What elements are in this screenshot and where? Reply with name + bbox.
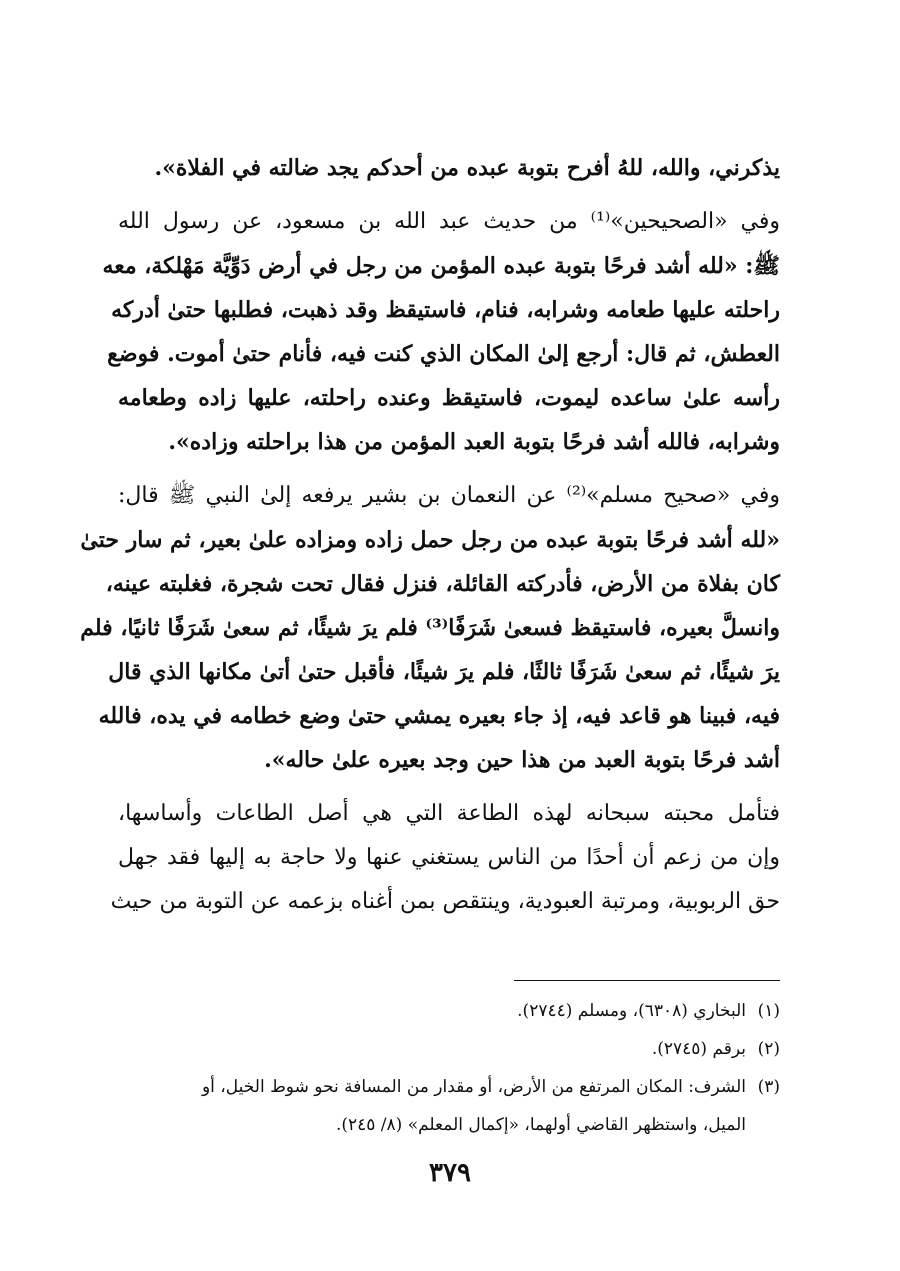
footnote-divider — [514, 980, 780, 981]
footnote-number: (٢) — [757, 1039, 780, 1059]
footnotes — [118, 992, 780, 1144]
paragraph-1 — [118, 146, 780, 190]
text-line: يذكرني، والله، للهُ أفرح بتوبة عبده من أحدكم يجد ضالته في الفلاة». — [154, 155, 780, 181]
paragraph-3 — [80, 474, 781, 782]
text-line: وشرابه، فالله أشد فرحًا بتوبة العبد المؤمن من هذا براحلته وزاده». — [168, 429, 780, 455]
footnote-text: برقم (٢٧٤٥). — [651, 1039, 746, 1059]
text-line: أشد فرحًا بتوبة العبد من هذا حين وجد بعيره علىٰ حاله». — [264, 747, 780, 773]
text-line: فيه، فبينا هو قاعد فيه، إذ جاء بعيره يمشي حتىٰ وضع خطامه في يده، فالله — [98, 703, 780, 729]
footnote-2 — [118, 1030, 780, 1068]
footnote-text: البخاري (٦٣٠٨)، ومسلم (٢٧٤٤). — [517, 1001, 746, 1021]
text-line: راحلته عليها طعامه وشرابه، فنام، فاستيقظ وقد ذهبت، فطلبها حتىٰ أدركه — [111, 297, 780, 323]
footnote-3-continuation: الميل، واستظهر القاضي أولهما، «إكمال المعلم» (٨/ ٢٤٥). — [335, 1115, 746, 1135]
text-line: وإن من زعم أن أحدًا من الناس يستغني عنها ولا حاجة به إليها فقد جهل — [118, 845, 780, 870]
text-line: رأسه علىٰ ساعده ليموت، فاستيقظ وعنده راحلته، عليها زاده وطعامه — [118, 385, 780, 411]
text-line: فتأمل محبته سبحانه لهذه الطاعة التي هي أصل الطاعات وأساسها، — [118, 801, 781, 826]
footnote-3 — [118, 1068, 780, 1106]
paragraph-2 — [102, 200, 780, 464]
text-line: العطش، ثم قال: أرجع إلىٰ المكان الذي كنت فيه، فأنام حتىٰ أموت. فوضع — [107, 341, 780, 367]
text-line: وفي «الصحيحين»⁽¹⁾ من حديث عبد الله بن مسعود، عن رسول الله — [118, 209, 780, 234]
page-number: ٣٧٩ — [429, 1158, 471, 1188]
text-line: «لله أشد فرحًا بتوبة عبده من رجل حمل زاده ومزاده علىٰ بعير، ثم سار حتىٰ — [80, 527, 780, 553]
text-line: كان بفلاة من الأرض، فأدركته القائلة، فنزل فقال تحت شجرة، فغلبته عينه، — [105, 571, 780, 597]
footnote-1 — [118, 992, 780, 1030]
text-line: حق الربوبية، ومرتبة العبودية، وينتقص بمن أغناه بزعمه عن التوبة من حيث — [110, 889, 780, 914]
paragraph-4 — [110, 792, 781, 924]
text-line: ﷺ: «لله أشد فرحًا بتوبة عبده المؤمن من رجل في أرض دَوِّيَّة مَهْلكة، معه — [102, 253, 780, 279]
main-text — [80, 146, 781, 934]
text-line: وانسلَّ بعيره، فاستيقظ فسعىٰ شَرَفًا⁽³⁾ فلم يرَ شيئًا، ثم سعىٰ شَرَفًا ثانيًا، فلم — [80, 615, 780, 641]
text-line: وفي «صحيح مسلم»⁽²⁾ عن النعمان بن بشير يرفعه إلىٰ النبي ﷺ قال: — [118, 483, 781, 508]
footnote-text: الشرف: المكان المرتفع من الأرض، أو مقدار من المسافة نحو شوط الخيل، أو — [201, 1077, 746, 1097]
text-line: يرَ شيئًا، ثم سعىٰ شَرَفًا ثالثًا، فلم يرَ شيئًا، فأقبل حتىٰ أتىٰ مكانها الذي قال — [108, 659, 780, 685]
footnote-number: (٣) — [757, 1077, 780, 1097]
footnote-number: (١) — [757, 1001, 780, 1021]
